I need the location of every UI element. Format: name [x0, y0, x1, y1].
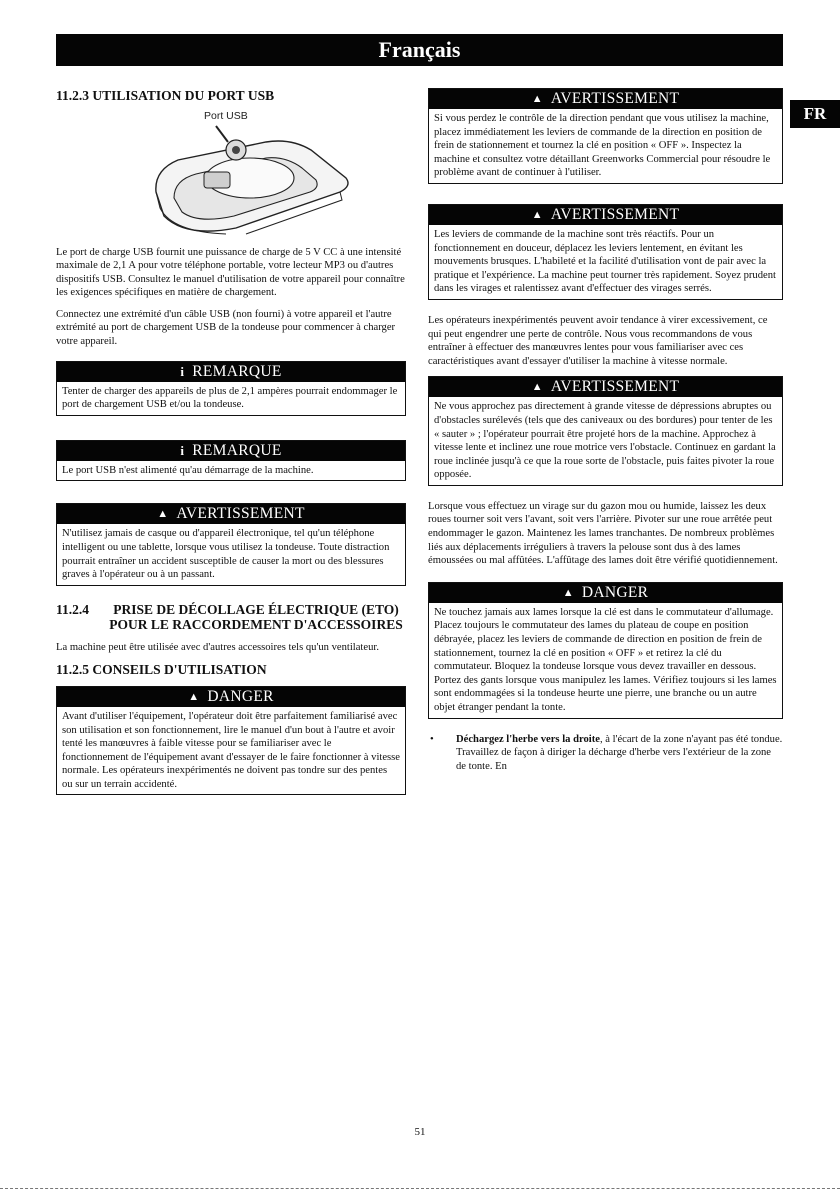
- danger-box-title: ▲ DANGER: [57, 687, 405, 707]
- page-header: [56, 34, 783, 66]
- section-heading-usb: 11.2.3 UTILISATION DU PORT USB: [56, 88, 275, 103]
- bullet-text: , à l'écart de la zone n'ayant pas été tondue. Travaillez de façon à diriger la décharge d'herbe vers l'extérieur de la zone de tonte. En: [456, 733, 783, 772]
- warning-box-title: ▲ AVERTISSEMENT: [57, 504, 405, 524]
- warning-triangle-icon: ▲: [531, 381, 543, 394]
- usb-paragraph-1: Le port de charge USB fournit une puissance de charge de 5 V CC à une intensité maximale de 2,1 A pour votre téléphone portable, votre lecteur MP3 ou d'autres dispositifs USB. Consultez le manuel d'utilisation de votre appareil pour connaître les exigences spécifiques en matière de chargement.: [56, 246, 405, 299]
- warning-triangle-icon: ▲: [157, 508, 169, 521]
- danger-box-text: Ne touchez jamais aux lames lorsque la clé est dans le commutateur d'allumage. Placez toujours le commutateur des lames du plateau de coupe en position débrayée, placez les leviers de commande de direction en position de frein de stationnement, tournez la clé en position « OFF » et retirez la clé du commutateur. Bloquez la tondeuse lorsque vous devez travailler en dessous. Portez des gants lorsque vous manipulez les lames. Vérifiez toujours si les lames sont endommagées si la tondeuse heurte une pierre, une branche ou un autre objet étranger pendant la tonte.: [434, 606, 777, 713]
- note-box-text: Tenter de charger des appareils de plus de 2,1 ampères pourrait endommager le port de chargement USB et/ou la tondeuse.: [62, 385, 398, 411]
- warning-triangle-icon: ▲: [188, 690, 200, 703]
- warning-box-text: Ne vous approchez pas directement à grande vitesse de dépressions abruptes ou d'obstacles surélevés (tels que des caniveaux ou des bordures) pour tenter de les « sauter » ; l'opérateur pourrait être projeté hors de la machine. Approchez à vitesse lente et inclinez une roue motrice vers l'obstacle. Continuez en gardant la roue inclinée jusqu'à ce que la roue sorte de l'obstacle, puis faites pivoter la roue opposée.: [434, 401, 776, 481]
- warning-box-3: [428, 204, 783, 300]
- page-number: 51: [414, 1126, 426, 1138]
- warning-triangle-icon: ▲: [531, 93, 543, 105]
- right-column: [428, 88, 783, 781]
- list-item: • Déchargez l'herbe vers la droite, à l'écart de la zone n'ayant pas été tondue. Travaillez de façon à diriger la décharge d'herbe vers l'extérieur de la zone de tonte. En: [430, 733, 783, 772]
- bullet-bold-text: Déchargez l'herbe vers la droite: [456, 733, 600, 745]
- info-icon: i: [180, 442, 185, 458]
- warning-box-text: Les leviers de commande de la machine sont très réactifs. Pour un fonctionnement en douceur, déplacez les leviers lentement, en évitant les mouvements brusques. L'habileté et la facilité d'utilisation vont de pair avec la pratique et l'expérience. La machine peut tourner très rapidement. Soyez prudent dans les virages et ralentissez avant d'effectuer des virages serrés.: [434, 228, 776, 295]
- eto-paragraph: La machine peut être utilisée avec d'autres accessoires tels qu'un ventilateur.: [56, 641, 379, 653]
- warning-box-title: ▲ AVERTISSEMENT: [429, 89, 782, 109]
- usb-console-illustration: [116, 109, 356, 240]
- bullet-list: [428, 733, 783, 774]
- usb-port-figure: [56, 109, 406, 240]
- warning-box-title: ▲ AVERTISSEMENT: [429, 205, 782, 225]
- danger-box-text: Avant d'utiliser l'équipement, l'opérateur doit être parfaitement familiarisé avec son utilisation et son fonctionnement, lire le manuel d'un bout à l'autre et avoir tenté les manœuvres à faible vitesse pour se familiariser avec le fonctionnement de l'équipement avant d'essayer de le faire fonctionner à vitesse normale. Les opérateurs inexpérimentés ne doivent pas tondre sur des pentes ou sur un terrain accidenté.: [62, 710, 400, 790]
- danger-box-2: [428, 582, 783, 719]
- warning-box-text: Si vous perdez le contrôle de la direction pendant que vous utilisez la machine, placez immédiatement les leviers de commande de la direction en position de frein de stationnement et tournez la clé en position « OFF ». Inspectez la machine et consultez votre détaillant Greenworks Commercial pour résoudre le problème avant de continuer à l'utiliser.: [434, 113, 771, 179]
- info-icon: i: [180, 363, 185, 379]
- note-box-title: i REMARQUE: [57, 441, 405, 461]
- warning-triangle-icon: ▲: [562, 586, 574, 599]
- warning-box-1: [56, 503, 406, 585]
- warning-box-2: [428, 88, 783, 184]
- warning-triangle-icon: ▲: [531, 208, 543, 221]
- section-heading-eto: 11.2.4 PRISE DE DÉCOLLAGE ÉLECTRIQUE (ETO) POUR LE RACCORDEMENT D'ACCESSOIRES: [56, 601, 403, 633]
- section-heading-tips: 11.2.5 CONSEILS D'UTILISATION: [56, 662, 267, 678]
- note-box-title: i REMARQUE: [57, 362, 405, 382]
- inexperienced-paragraph: Les opérateurs inexpérimentés peuvent avoir tendance à virer excessivement, ce qui peut engendrer une perte de contrôle. Nous vous recommandons de vous entraîner à effectuer des manœuvres lentes pour vous familiariser avec ces caractéristiques avant d'essayer d'utiliser la machine à vitesse normale.: [428, 314, 768, 367]
- bottom-divider: [0, 1188, 840, 1189]
- turning-paragraph: Lorsque vous effectuez un virage sur du gazon mou ou humide, laissez les deux roues tourner soit vers l'avant, soit vers l'arrière. Pivoter sur une roue arrêtée peut endommager le gazon. Maintenez les lames tranchantes. De nombreux problèmes liés aux déplacements irréguliers à travers la pelouse sont dus à des lames émoussées ou mal affûtées. L'affûtage des lames doit être vérifié quotidiennement.: [428, 500, 778, 567]
- left-column: [56, 82, 406, 809]
- header-title: Français: [378, 37, 461, 62]
- usb-paragraph-2: Connectez une extrémité d'un câble USB (non fourni) à votre appareil et l'autre extrémité au port de chargement USB de la tondeuse pour commencer à charger votre appareil.: [56, 308, 396, 348]
- warning-box-title: ▲ AVERTISSEMENT: [429, 377, 782, 397]
- danger-box-1: [56, 686, 406, 796]
- danger-box-title: ▲ DANGER: [429, 583, 782, 603]
- warning-box-text: N'utilisez jamais de casque ou d'appareil électronique, tel qu'un téléphone intelligent ou une tablette, lorsque vous utilisez la tondeuse. Toute distraction pourrait entraîner un accident susceptible de causer la mort ou des blessures graves à l'opérateur ou à un passant.: [62, 528, 390, 581]
- note-box-text: Le port USB n'est alimenté qu'au démarrage de la machine.: [62, 464, 314, 476]
- language-tab: FR: [790, 100, 840, 128]
- warning-box-4: [428, 376, 783, 486]
- figure-label: Port USB: [204, 109, 248, 122]
- note-box-2: [56, 440, 406, 482]
- note-box-1: [56, 361, 406, 416]
